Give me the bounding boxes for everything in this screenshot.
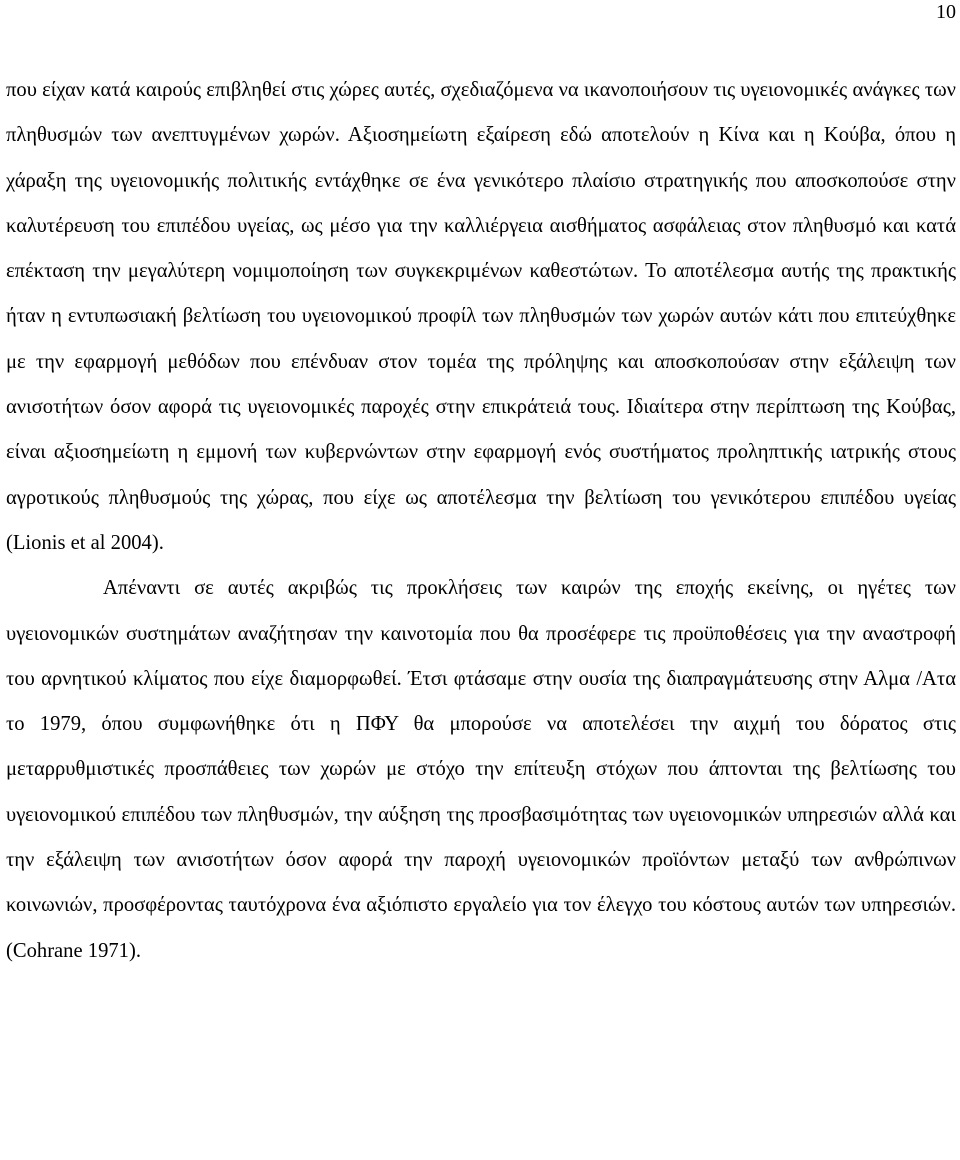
body-paragraph-1: που είχαν κατά καιρούς επιβληθεί στις χώρες αυτές, σχεδιαζόμενα να ικανοποιήσουν τις υγειονομικές ανάγκες των πληθυσμών των ανεπτυγμένων χωρών. Αξιοσημείωτη εξαίρεση εδώ αποτελούν η Κίνα και η Κούβα, όπου η χάραξη της υγειονομικής πολιτικής εντάχθηκε σε ένα γενικότερο πλαίσιο στρατηγικής που αποσκοπούσε στην καλυτέρευση του επιπέδου υγείας, ως μέσο για την καλλιέργεια αισθήματος ασφάλειας στον πληθυσμό και κατά επέκταση την μεγαλύτερη νομιμοποίηση των συγκεκριμένων καθεστώτων. Το αποτέλεσμα αυτής της πρακτικής ήταν η εντυπωσιακή βελτίωση του υγειονομικού προφίλ των πληθυσμών των χωρών αυτών κάτι που επιτεύχθηκε με την εφαρμογή μεθόδων που επένδυαν στον τομέα της πρόληψης και αποσκοπούσαν στην εξάλειψη των ανισοτήτων όσον αφορά τις υγειονομικές παροχές στην επικράτειά τους. Ιδιαίτερα στην περίπτωση της Κούβας, είναι αξιοσημείωτη η εμμονή των κυβερνώντων στην εφαρμογή ενός συστήματος προληπτικής ιατρικής στους αγροτικούς πληθυσμούς της χώρας, που είχε ως αποτέλεσμα την βελτίωση του γενικότερου επιπέδου υγείας (Lionis et al 2004).: [6, 79, 956, 554]
document-body: [6, 68, 956, 974]
body-paragraph-2: Απέναντι σε αυτές ακριβώς τις προκλήσεις των καιρών της εποχής εκείνης, οι ηγέτες των υγειονομικών συστημάτων αναζήτησαν την καινοτομία που θα προσέφερε τις προϋποθέσεις για την αναστροφή του αρνητικού κλίματος που είχε διαμορφωθεί. Έτσι φτάσαμε στην ουσία της διαπραγμάτευσης στην Αλμα /Ατα το 1979, όπου συμφωνήθηκε ότι η ΠΦΥ θα μπορούσε να αποτελέσει την αιχμή του δόρατος στις μεταρρυθμιστικές προσπάθειες των χωρών με στόχο την επίτευξη στόχων που άπτονται της βελτίωσης του υγειονομικού επιπέδου των πληθυσμών, την αύξηση της προσβασιμότητας των υγειονομικών υπηρεσιών αλλά και την εξάλειψη των ανισοτήτων όσον αφορά την παροχή υγειονομικών προϊόντων μεταξύ των ανθρώπινων κοινωνιών, προσφέροντας ταυτόχρονα ένα αξιόπιστο εργαλείο για τον έλεγχο του κόστους αυτών των υπηρεσιών.(Cohrane 1971).: [6, 577, 956, 962]
page-number: 10: [936, 1, 956, 23]
